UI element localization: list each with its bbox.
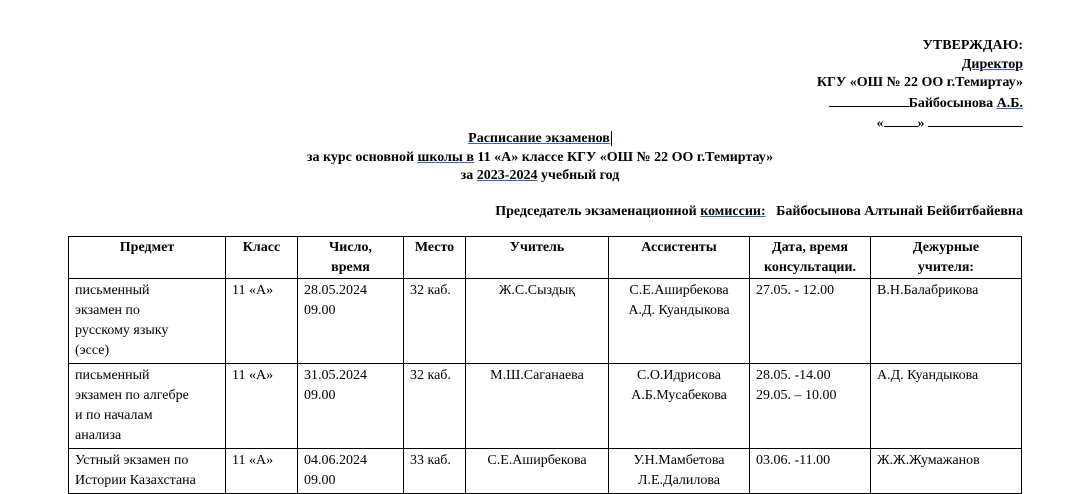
- cell-consultation: 27.05. - 12.00: [750, 279, 871, 364]
- cell-duty: В.Н.Балабрикова: [871, 279, 1022, 364]
- cell-class: 11 «А»: [226, 449, 298, 494]
- cell-room: 32 каб.: [404, 279, 466, 364]
- header-teacher: Учитель: [466, 237, 609, 279]
- approval-date-line: « »: [817, 113, 1023, 134]
- cell-teacher: С.Е.Аширбекова: [466, 449, 609, 494]
- table-row: [69, 449, 1022, 494]
- cell-class: 11 «А»: [226, 364, 298, 449]
- header-room: Место: [404, 237, 466, 279]
- table-row: [69, 279, 1022, 364]
- approval-organization: КГУ «ОШ № 22 ОО г.Темиртау»: [816, 75, 1023, 90]
- header-class: Класс: [226, 237, 298, 279]
- document-title: Расписание экзаменов: [468, 131, 610, 146]
- cell-teacher: М.Ш.Саганаева: [466, 364, 609, 449]
- cell-date: 04.06.2024 09.00: [298, 449, 404, 494]
- approval-block: [817, 37, 1023, 134]
- cell-room: 33 каб.: [404, 449, 466, 494]
- header-date: Число, время: [298, 237, 404, 279]
- cell-subject: письменный экзамен по русскому языку (эссе): [69, 279, 226, 364]
- table-row: [69, 364, 1022, 449]
- cell-assistants: С.О.Идрисова А.Б.Мусабекова: [609, 364, 750, 449]
- cell-room: 32 каб.: [404, 364, 466, 449]
- document-subtitle: за курс основной школы в 11 «А» классе КГУ «ОШ № 22 ОО г.Темиртау»: [306, 149, 774, 165]
- approval-heading: УТВЕРЖДАЮ:: [922, 38, 1023, 53]
- cell-assistants: С.Е.Аширбекова А.Д. Куандыкова: [609, 279, 750, 364]
- header-assistants: Ассистенты: [609, 237, 750, 279]
- cell-subject: Устный экзамен по Истории Казахстана: [69, 449, 226, 494]
- cell-duty: А.Д. Куандыкова: [871, 364, 1022, 449]
- table-header-row: [69, 237, 1022, 279]
- cell-teacher: Ж.С.Сыздық: [466, 279, 609, 364]
- approval-director: Директор: [961, 56, 1023, 72]
- header-consultation: Дата, время консультации.: [750, 237, 871, 279]
- document-title-block: [0, 130, 1080, 186]
- header-subject: Предмет: [69, 237, 226, 279]
- cell-date: 28.05.2024 09.00: [298, 279, 404, 364]
- commission-chair: Председатель экзаменационной комиссии: Байбосынова Алтынай Бейбитбайевна: [495, 204, 1023, 219]
- cell-duty: Ж.Ж.Жумажанов: [871, 449, 1022, 494]
- exam-schedule-table: [68, 236, 1022, 494]
- document-year: за 2023-2024 учебный год: [460, 168, 620, 183]
- header-duty: Дежурные учителя:: [871, 237, 1022, 279]
- cell-subject: письменный экзамен по алгебре и по началам анализа: [69, 364, 226, 449]
- cell-consultation: 28.05. -14.00 29.05. – 10.00: [750, 364, 871, 449]
- cell-date: 31.05.2024 09.00: [298, 364, 404, 449]
- cell-consultation: 03.06. -11.00: [750, 449, 871, 494]
- cell-class: 11 «А»: [226, 279, 298, 364]
- approval-signature-line: Байбосынова А.Б.: [817, 93, 1023, 114]
- cell-assistants: У.Н.Мамбетова Л.Е.Далилова: [609, 449, 750, 494]
